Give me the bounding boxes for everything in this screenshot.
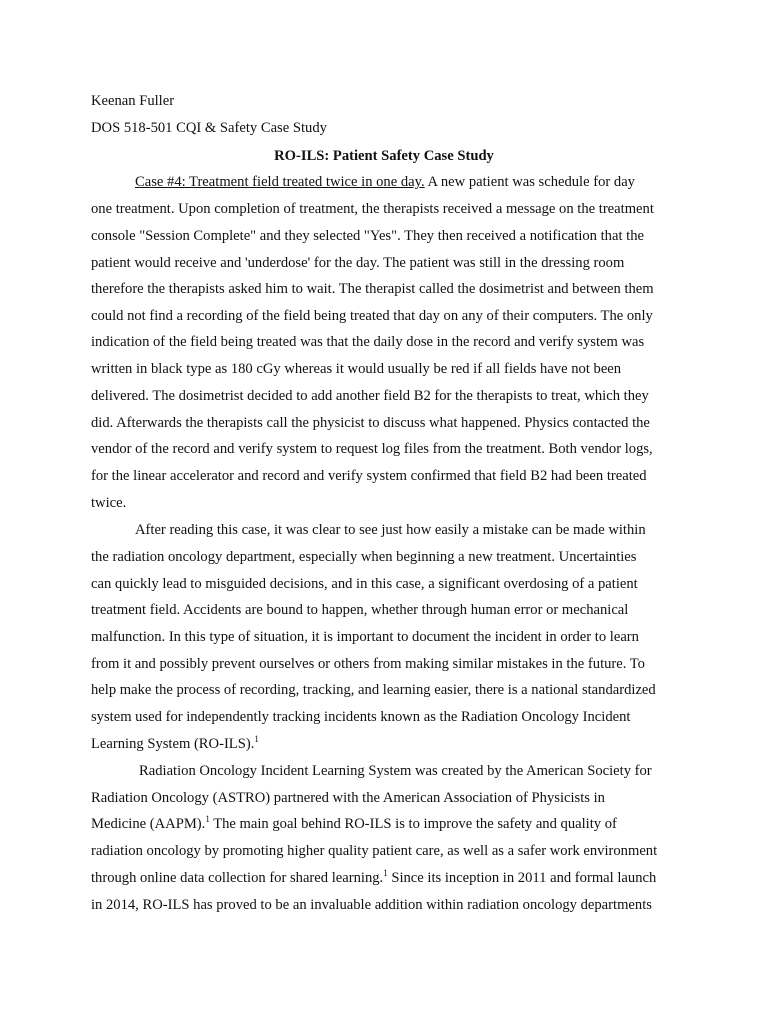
paragraph2-line-3: can quickly lead to misguided decisions, and in this case, a significant overdosing of a patient	[91, 576, 638, 592]
paragraph3-line-6: in 2014, RO-ILS has proved to be an invaluable addition within radiation oncology departments	[91, 897, 652, 913]
paragraph1-line-5: therefore the therapists asked him to wait. The therapist called the dosimetrist and between them	[91, 281, 654, 297]
paragraph1-line-10: did. Afterwards the therapists call the physicist to discuss what happened. Physics contacted the	[91, 415, 650, 431]
paragraph1-line-4: patient would receive and 'underdose' for the day. The patient was still in the dressing room	[91, 255, 625, 271]
paragraph3-line-3	[91, 815, 617, 833]
citation-mark: 1	[254, 734, 259, 744]
paragraph2-line-7: help make the process of recording, tracking, and learning easier, there is a national standardized	[91, 682, 656, 698]
paragraph3-line-5-end: Since its inception in 2011 and formal launch	[387, 870, 657, 886]
paragraph1-line-13: twice.	[91, 495, 127, 511]
paragraph1-line-2: one treatment. Upon completion of treatment, the therapists received a message on the treatment	[91, 201, 654, 217]
paragraph1-line-8: written in black type as 180 cGy whereas it would usually be red if all fields have not been	[91, 361, 622, 377]
paragraph2-line-9-text: Learning System (RO-ILS).	[91, 736, 255, 752]
paragraph3-line-4: radiation oncology by promoting higher quality patient care, as well as a safer work environment	[91, 843, 658, 859]
paragraph2-line-6: from it and possibly prevent ourselves or others from making similar mistakes in the future. To	[91, 656, 645, 672]
paragraph2-line-8: system used for independently tracking incidents known as the Radiation Oncology Incident	[91, 709, 631, 725]
paragraph2-line-1: After reading this case, it was clear to see just how easily a mistake can be made within	[135, 522, 646, 538]
paragraph1-line-7: indication of the field being treated was that the daily dose in the record and verify system was	[91, 334, 645, 350]
paragraph1-line-1	[135, 173, 635, 191]
paragraph1-line-12: for the linear accelerator and record and verify system confirmed that field B2 had been treated	[91, 468, 647, 484]
document-title: RO-ILS: Patient Safety Case Study	[274, 148, 494, 164]
paragraph1-line-9: delivered. The dosimetrist decided to add another field B2 for the therapists to treat, which they	[91, 388, 649, 404]
course-line: DOS 518-501 CQI & Safety Case Study	[91, 120, 327, 136]
paragraph2-line-4: treatment field. Accidents are bound to happen, whether through human error or mechanical	[91, 602, 629, 618]
paragraph3-line-3-start: Medicine (AAPM).	[91, 816, 206, 832]
paragraph1-line-6: could not find a recording of the field being treated that day on any of their computers. The only	[91, 308, 653, 324]
paragraph1-line-1-text: A new patient was schedule for day	[424, 174, 635, 190]
paragraph1-line-3: console "Session Complete" and they selected "Yes". They then received a notification that the	[91, 228, 644, 244]
paragraph3-line-5-start: through online data collection for shared learning.	[91, 870, 384, 886]
paragraph1-line-11: vendor of the record and verify system to request log files from the treatment. Both vendor logs,	[91, 441, 653, 457]
citation-mark: 1	[383, 868, 388, 878]
paragraph3-line-5	[91, 869, 656, 887]
paragraph3-line-3-end: The main goal behind RO-ILS is to improve the safety and quality of	[209, 816, 617, 832]
author-name: Keenan Fuller	[91, 93, 175, 109]
paragraph3-line-1: Radiation Oncology Incident Learning System was created by the American Society for	[139, 763, 652, 779]
case-heading: Case #4: Treatment field treated twice in one day.	[135, 174, 425, 190]
paragraph2-line-5: malfunction. In this type of situation, it is important to document the incident in order to learn	[91, 629, 639, 645]
paragraph2-line-9	[91, 735, 259, 753]
citation-mark: 1	[205, 814, 210, 824]
paragraph2-line-2: the radiation oncology department, especially when beginning a new treatment. Uncertainties	[91, 549, 637, 565]
paragraph3-line-2: Radiation Oncology (ASTRO) partnered with the American Association of Physicists in	[91, 790, 605, 806]
